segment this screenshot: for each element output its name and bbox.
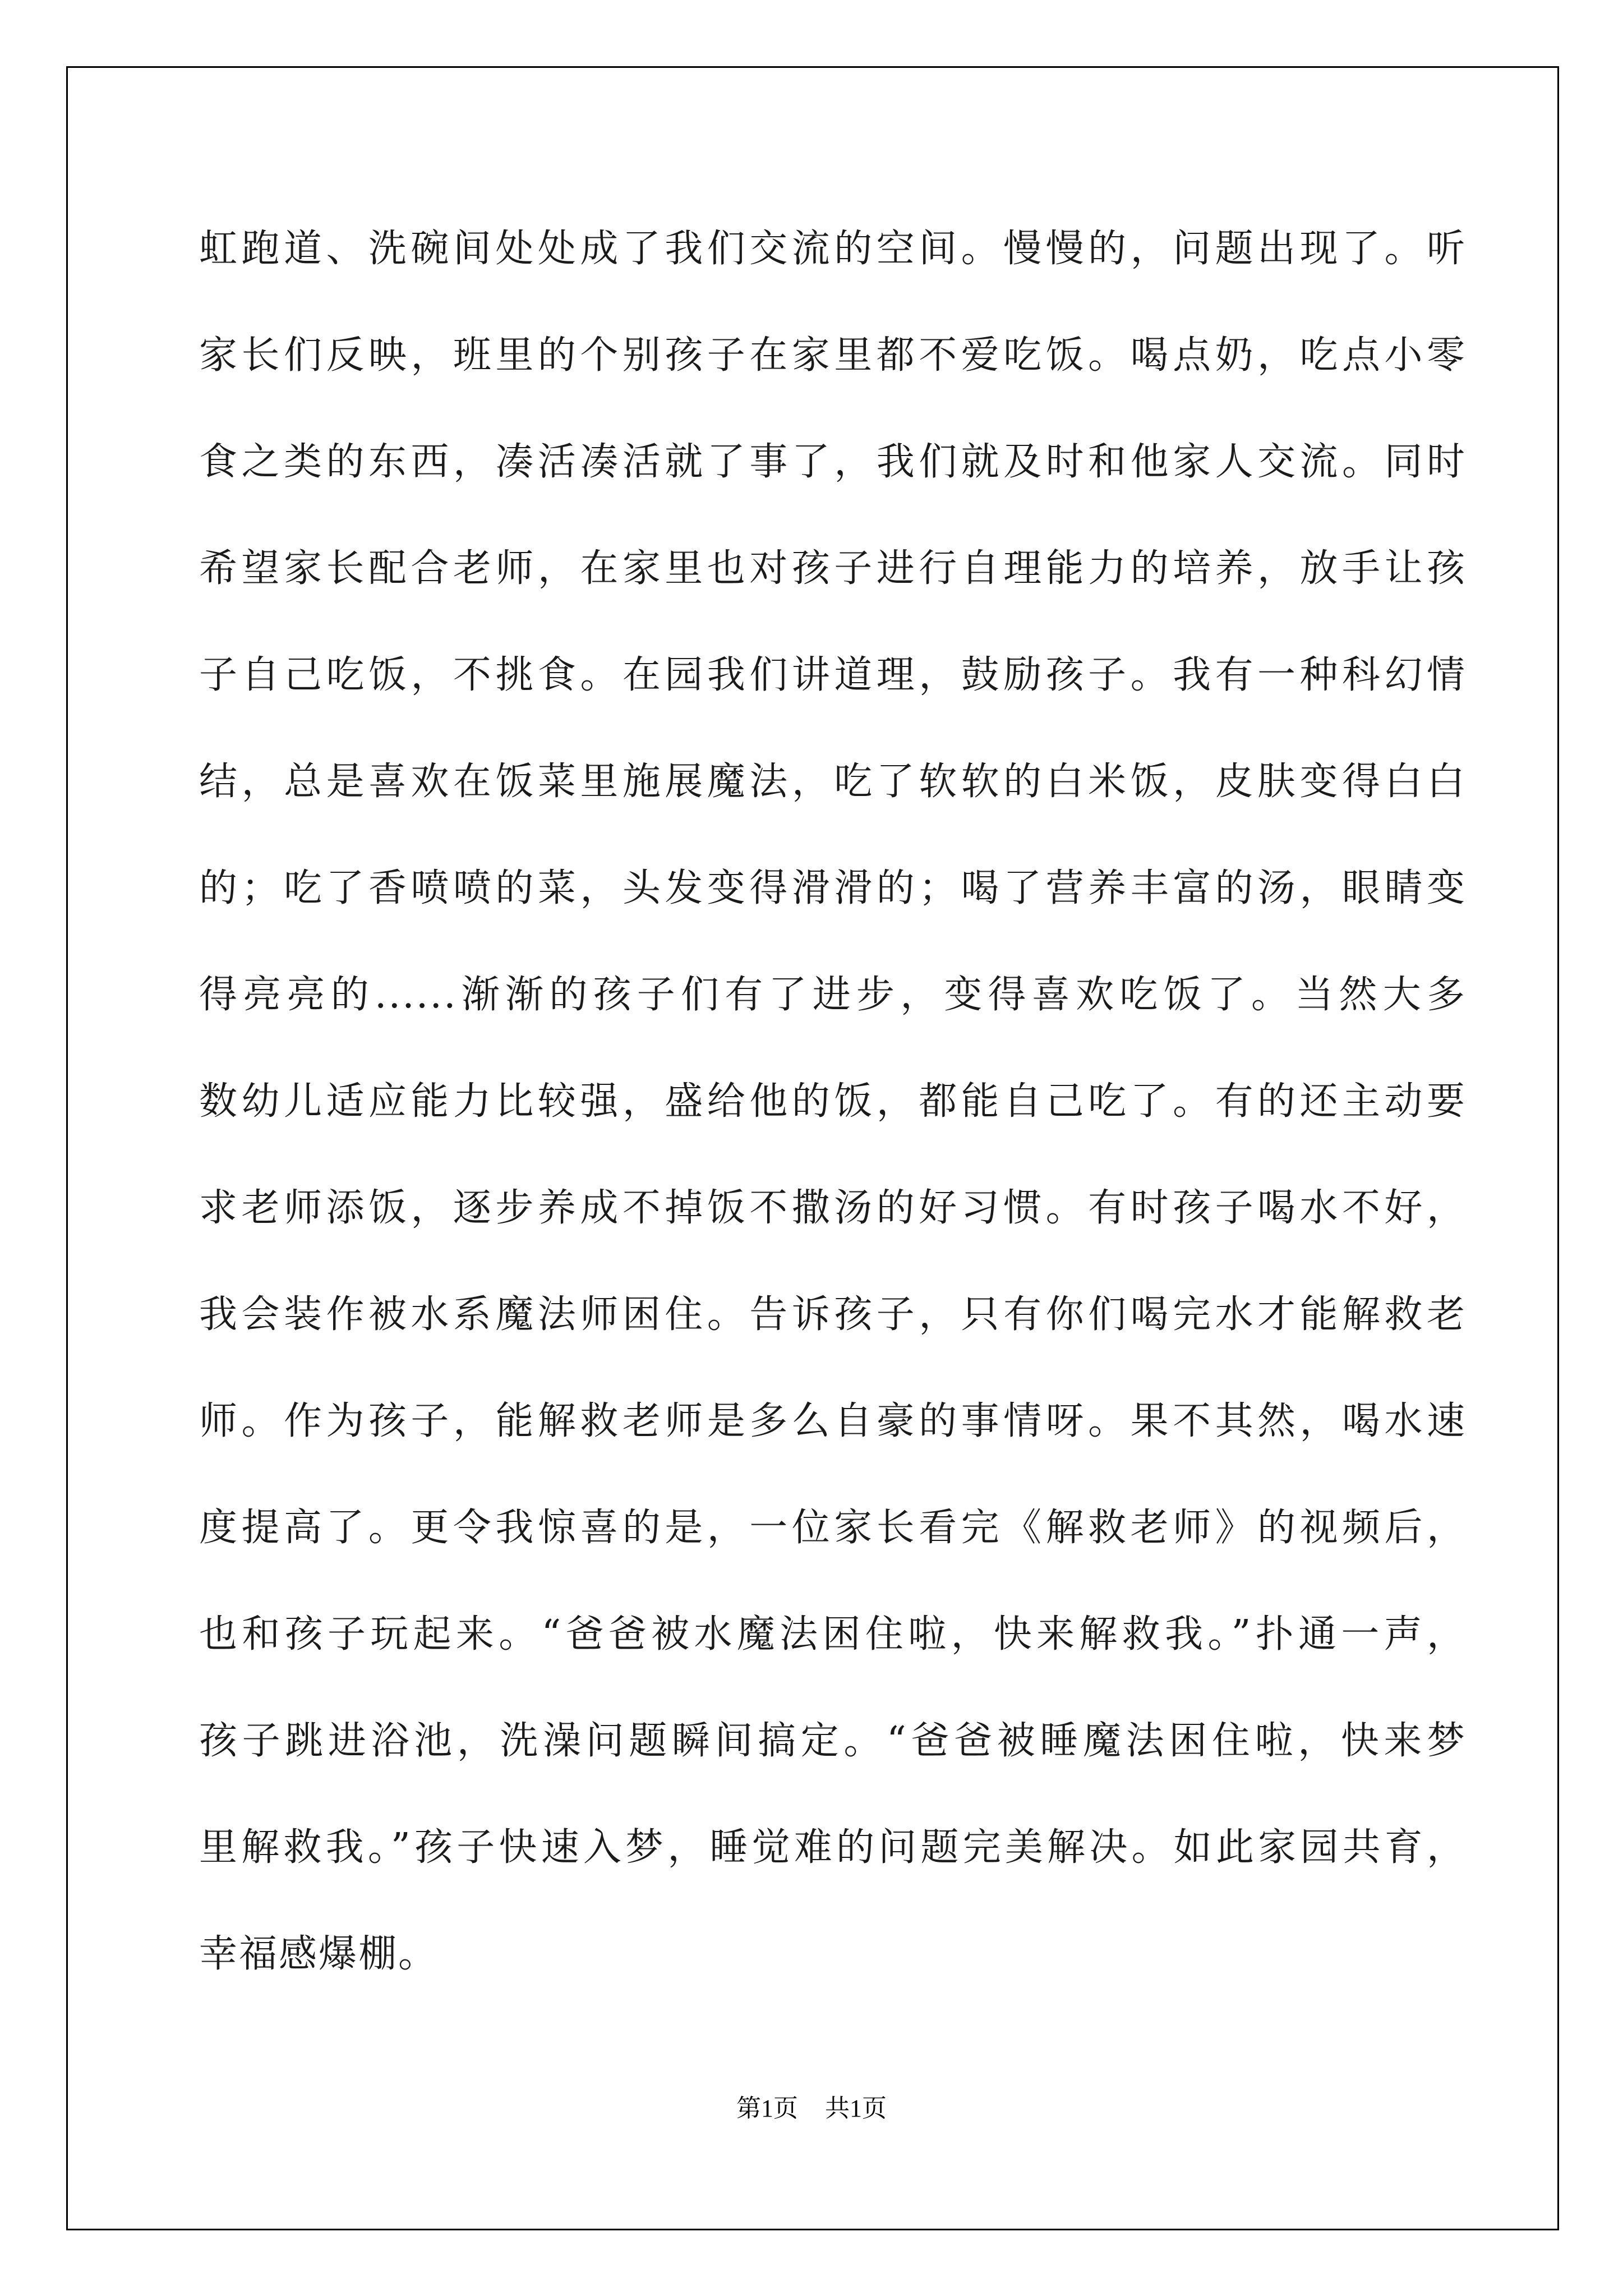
text-line: 家长们反映，班里的个别孩子在家里都不爱吃饭。喝点奶，吃点小零 xyxy=(199,333,1467,378)
text-line: 也和孩子玩起来。“爸爸被水魔法困住啦，快来解救我。”扑通一声， xyxy=(199,1612,1467,1657)
page-footer xyxy=(0,2088,1623,2124)
text-line: 数幼儿适应能力比较强，盛给他的饭，都能自己吃了。有的还主动要 xyxy=(199,1079,1467,1124)
text-line: 子自己吃饭，不挑食。在园我们讲道理，鼓励孩子。我有一种科幻情 xyxy=(199,653,1467,697)
text-line: 孩子跳进浴池，洗澡问题瞬间搞定。“爸爸被睡魔法困住啦，快来梦 xyxy=(199,1719,1467,1763)
text-line: 师。作为孩子，能解救老师是多么自豪的事情呀。果不其然，喝水速 xyxy=(199,1399,1467,1443)
text-line: 度提高了。更令我惊喜的是，一位家长看完《解救老师》的视频后， xyxy=(199,1506,1467,1550)
article-body xyxy=(199,211,1467,2023)
text-line: 求老师添饭，逐步养成不掉饭不撒汤的好习惯。有时孩子喝水不好， xyxy=(199,1186,1467,1230)
text-line: 希望家长配合老师，在家里也对孩子进行自理能力的培养，放手让孩 xyxy=(199,546,1467,591)
text-line: 里解救我。”孩子快速入梦，睡觉难的问题完美解决。如此家园共育， xyxy=(199,1825,1467,1870)
text-line-last: 幸福感爆棚。 xyxy=(199,1932,439,1976)
text-line: 的；吃了香喷喷的菜，头发变得滑滑的；喝了营养丰富的汤，眼睛变 xyxy=(199,866,1467,910)
text-line: 虹跑道、洗碗间处处成了我们交流的空间。慢慢的，问题出现了。听 xyxy=(199,227,1467,271)
text-line: 食之类的东西，凑活凑活就了事了，我们就及时和他家人交流。同时 xyxy=(199,440,1467,484)
page-total: 共1页 xyxy=(825,2095,887,2122)
text-line: 结，总是喜欢在饭菜里施展魔法，吃了软软的白米饭，皮肤变得白白 xyxy=(199,760,1467,804)
text-line: 得亮亮的......渐渐的孩子们有了进步，变得喜欢吃饭了。当然大多 xyxy=(199,973,1467,1017)
text-line: 我会装作被水系魔法师困住。告诉孩子，只有你们喝完水才能解救老 xyxy=(199,1292,1467,1337)
page-number: 第1页 xyxy=(736,2095,798,2122)
